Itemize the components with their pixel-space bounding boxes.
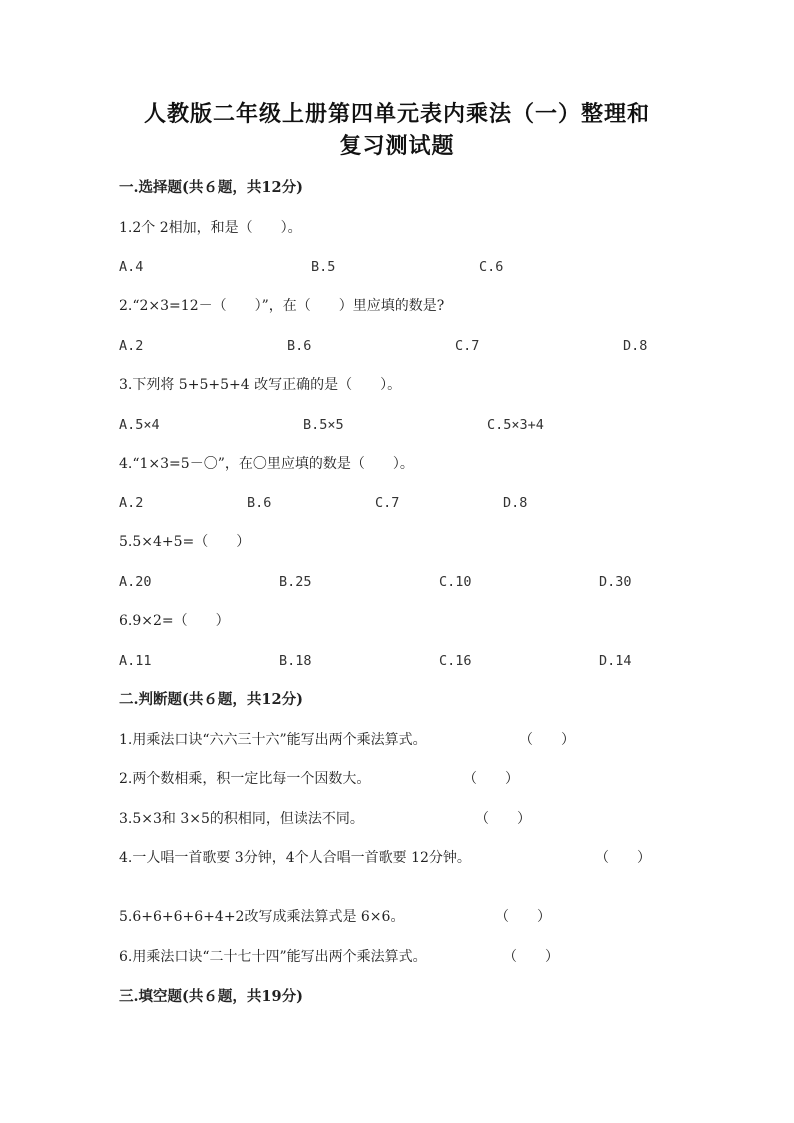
judge-answer-blank-2: （ ） bbox=[463, 771, 519, 787]
q6-option-d: D.14 bbox=[599, 653, 632, 669]
q6-option-a: A.11 bbox=[119, 653, 152, 669]
section-header-fill-in-blank: 三.填空题(共６题，共19分) bbox=[119, 988, 303, 1005]
question-1: 1.2个 2相加，和是（ ）。 bbox=[119, 220, 302, 236]
question-4: 4.“1×3=5－〇”，在〇里应填的数是（ ）。 bbox=[119, 456, 414, 472]
question-3: 3.下列将 5+5+5+4 改写正确的是（ ）。 bbox=[119, 377, 402, 393]
q5-option-d: D.30 bbox=[599, 574, 632, 590]
q1-option-c: C.6 bbox=[479, 259, 504, 275]
judge-item-3: 3.5×3和 3×5的积相同，但读法不同。 bbox=[119, 811, 364, 827]
q4-option-a: A.2 bbox=[119, 495, 144, 511]
q5-option-a: A.20 bbox=[119, 574, 152, 590]
judge-answer-blank-1: （ ） bbox=[519, 732, 575, 748]
question-2: 2.“2×3=12－（ ）”，在（ ）里应填的数是? bbox=[119, 298, 445, 314]
q3-option-c: C.5×3+4 bbox=[487, 417, 544, 433]
document-title-line-1: 人教版二年级上册第四单元表内乘法（一）整理和 bbox=[143, 101, 650, 127]
q2-option-c: C.7 bbox=[455, 338, 480, 354]
question-6: 6.9×2=（ ） bbox=[119, 613, 230, 629]
q6-option-b: B.18 bbox=[279, 653, 312, 669]
judge-item-5: 5.6+6+6+6+4+2改写成乘法算式是 6×6。 bbox=[119, 909, 405, 925]
judge-answer-blank-5: （ ） bbox=[495, 909, 551, 925]
q4-option-c: C.7 bbox=[375, 495, 400, 511]
q1-option-a: A.4 bbox=[119, 259, 144, 275]
section-header-true-false: 二.判断题(共６题，共12分) bbox=[119, 691, 303, 708]
q3-option-a: A.5×4 bbox=[119, 417, 160, 433]
judge-answer-blank-4: （ ） bbox=[595, 850, 651, 866]
q2-option-d: D.8 bbox=[623, 338, 648, 354]
q4-option-d: D.8 bbox=[503, 495, 528, 511]
q2-option-a: A.2 bbox=[119, 338, 144, 354]
q5-option-b: B.25 bbox=[279, 574, 312, 590]
judge-item-1: 1.用乘法口诀“六六三十六”能写出两个乘法算式。 bbox=[119, 732, 427, 748]
judge-item-6: 6.用乘法口诀“二十七十四”能写出两个乘法算式。 bbox=[119, 949, 427, 965]
q1-option-b: B.5 bbox=[311, 259, 336, 275]
q3-option-b: B.5×5 bbox=[303, 417, 344, 433]
q6-option-c: C.16 bbox=[439, 653, 472, 669]
judge-answer-blank-3: （ ） bbox=[475, 811, 531, 827]
q4-option-b: B.6 bbox=[247, 495, 272, 511]
q5-option-c: C.10 bbox=[439, 574, 472, 590]
judge-item-4: 4.一人唱一首歌要 3分钟，4个人合唱一首歌要 12分钟。 bbox=[119, 850, 471, 866]
question-5: 5.5×4+5=（ ） bbox=[119, 534, 251, 550]
document-title-line-2: 复习测试题 bbox=[339, 133, 455, 159]
section-header-multiple-choice: 一.选择题(共６题，共12分) bbox=[119, 179, 303, 196]
q2-option-b: B.6 bbox=[287, 338, 312, 354]
judge-answer-blank-6: （ ） bbox=[503, 949, 559, 965]
judge-item-2: 2.两个数相乘，积一定比每一个因数大。 bbox=[119, 771, 371, 787]
